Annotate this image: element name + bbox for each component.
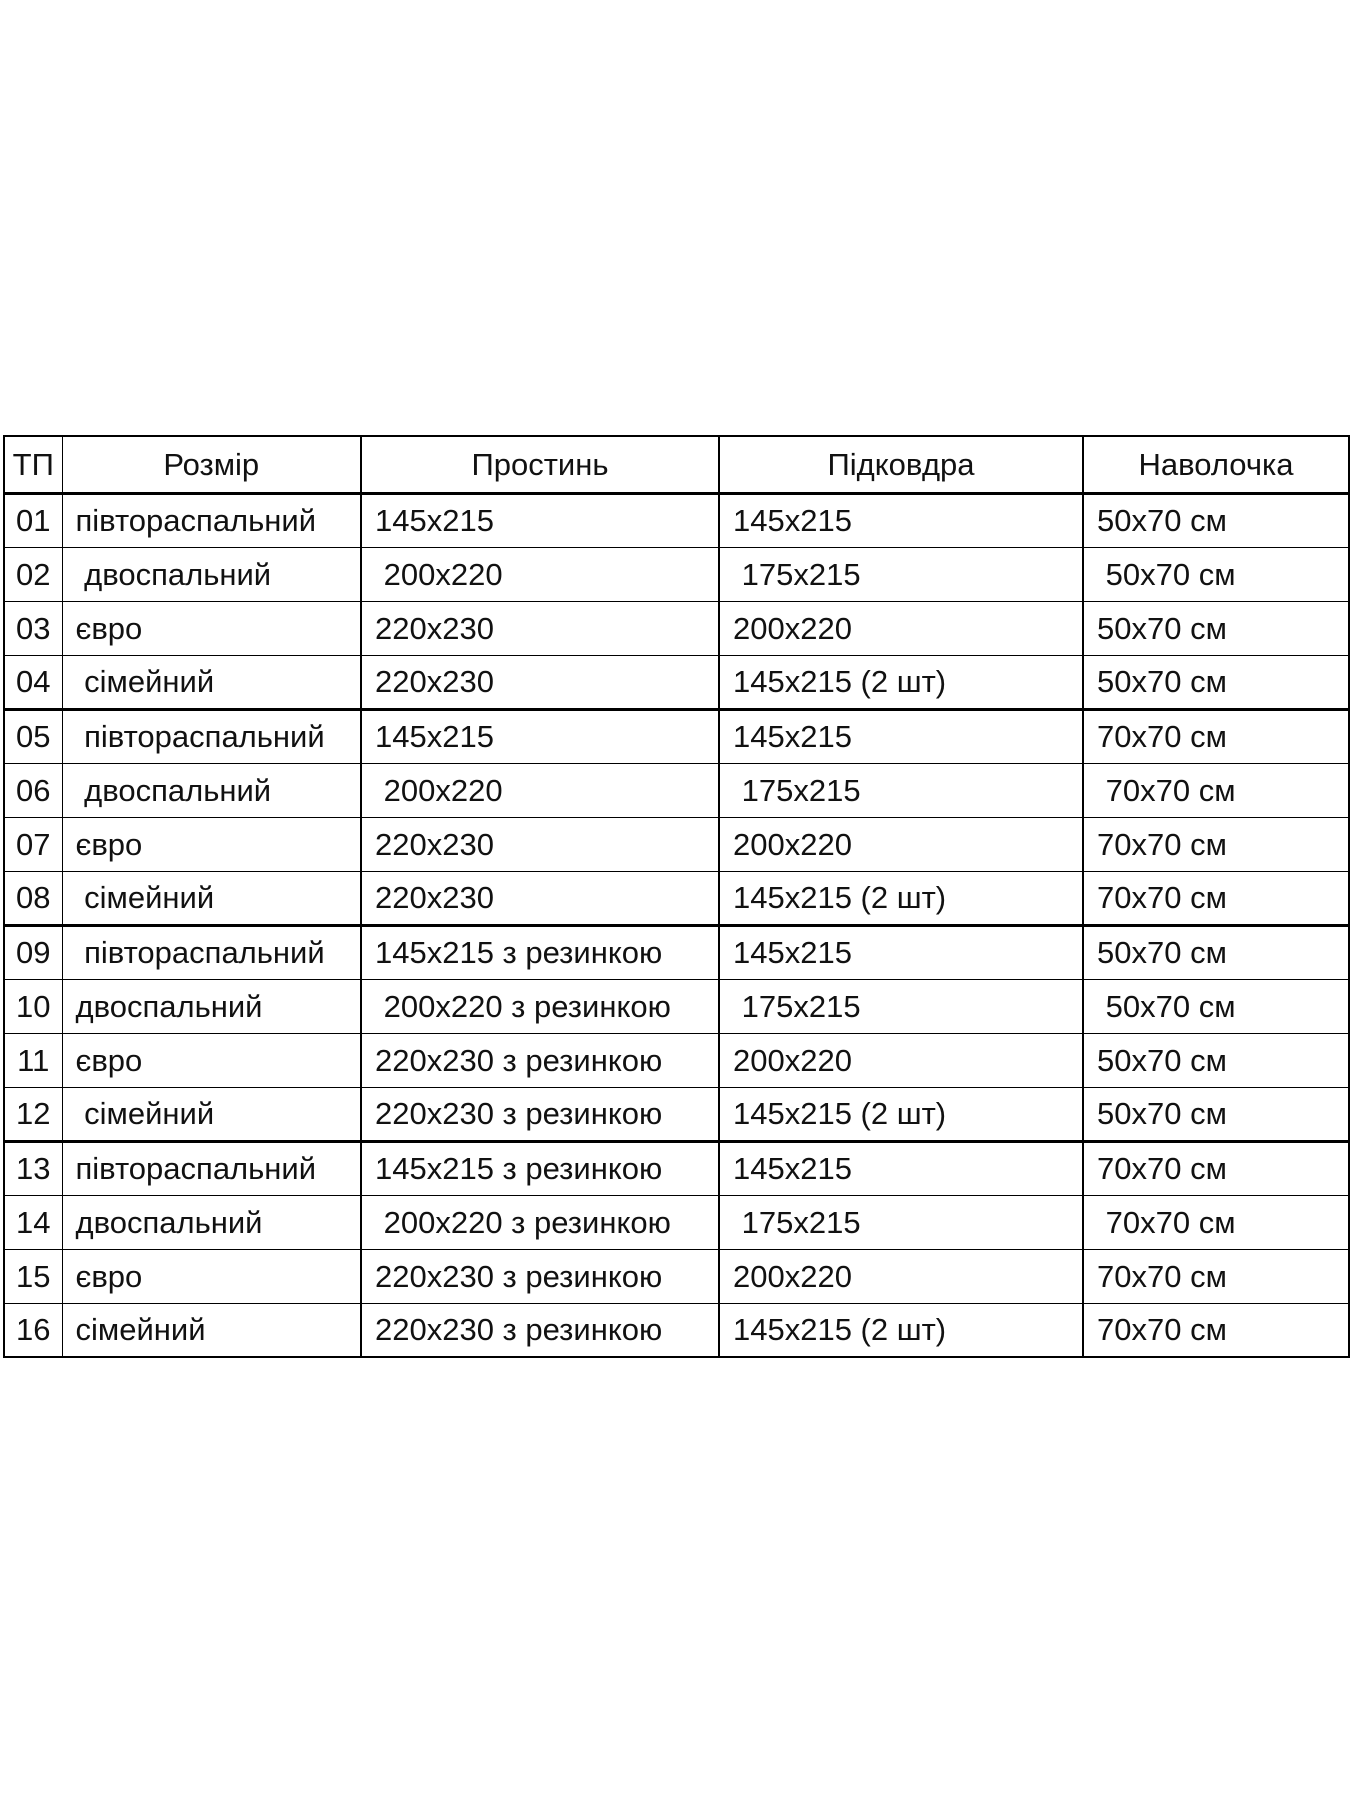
table-row (4, 1195, 1349, 1249)
table-row (4, 1033, 1349, 1087)
cell-tp: 11 (4, 1033, 62, 1087)
cell-sheet: 200x220 з резинкою (361, 979, 719, 1033)
cell-size: євро (62, 1249, 361, 1303)
table-row (4, 763, 1349, 817)
cell-pillow: 50x70 см (1083, 655, 1349, 709)
cell-size: сімейний (62, 1303, 361, 1357)
cell-duvet: 200x220 (719, 1249, 1083, 1303)
cell-duvet: 200x220 (719, 1033, 1083, 1087)
cell-pillow: 70x70 см (1083, 1195, 1349, 1249)
cell-tp: 01 (4, 493, 62, 547)
table-header (4, 436, 1349, 493)
cell-duvet: 145x215 (2 шт) (719, 871, 1083, 925)
cell-duvet: 145x215 (719, 709, 1083, 763)
cell-pillow: 50x70 см (1083, 925, 1349, 979)
cell-sheet: 220x230 (361, 601, 719, 655)
cell-pillow: 50x70 см (1083, 493, 1349, 547)
table-row (4, 547, 1349, 601)
cell-size: півтораспальний (62, 925, 361, 979)
cell-size: євро (62, 817, 361, 871)
header-cell-duvet: Підковдра (719, 436, 1083, 493)
cell-pillow: 50x70 см (1083, 979, 1349, 1033)
cell-sheet: 220x230 (361, 817, 719, 871)
table-row (4, 925, 1349, 979)
cell-sheet: 145x215 з резинкою (361, 925, 719, 979)
cell-tp: 16 (4, 1303, 62, 1357)
cell-tp: 12 (4, 1087, 62, 1141)
cell-size: сімейний (62, 655, 361, 709)
cell-duvet: 175x215 (719, 1195, 1083, 1249)
cell-tp: 05 (4, 709, 62, 763)
cell-size: сімейний (62, 1087, 361, 1141)
cell-pillow: 70x70 см (1083, 763, 1349, 817)
cell-pillow: 70x70 см (1083, 817, 1349, 871)
cell-pillow: 70x70 см (1083, 1303, 1349, 1357)
cell-pillow: 50x70 см (1083, 601, 1349, 655)
cell-sheet: 200x220 (361, 547, 719, 601)
cell-tp: 10 (4, 979, 62, 1033)
cell-duvet: 175x215 (719, 547, 1083, 601)
cell-size: півтораспальний (62, 709, 361, 763)
cell-duvet: 200x220 (719, 601, 1083, 655)
table-row (4, 817, 1349, 871)
cell-duvet: 145x215 (2 шт) (719, 1087, 1083, 1141)
cell-size: двоспальний (62, 979, 361, 1033)
cell-duvet: 175x215 (719, 763, 1083, 817)
cell-sheet: 200x220 (361, 763, 719, 817)
cell-sheet: 145x215 (361, 709, 719, 763)
cell-pillow: 50x70 см (1083, 1087, 1349, 1141)
cell-tp: 03 (4, 601, 62, 655)
cell-tp: 07 (4, 817, 62, 871)
table-row (4, 655, 1349, 709)
cell-size: двоспальний (62, 547, 361, 601)
cell-duvet: 145x215 (2 шт) (719, 655, 1083, 709)
table-body (4, 493, 1349, 1357)
cell-sheet: 220x230 (361, 871, 719, 925)
cell-duvet: 145x215 (719, 925, 1083, 979)
cell-pillow: 70x70 см (1083, 1141, 1349, 1195)
cell-size: півтораспальний (62, 493, 361, 547)
cell-duvet: 145x215 (2 шт) (719, 1303, 1083, 1357)
cell-sheet: 145x215 (361, 493, 719, 547)
table-row (4, 601, 1349, 655)
header-cell-size: Розмір (62, 436, 361, 493)
header-row (4, 436, 1349, 493)
header-cell-sheet: Простинь (361, 436, 719, 493)
cell-size: сімейний (62, 871, 361, 925)
cell-duvet: 175x215 (719, 979, 1083, 1033)
cell-size: півтораспальний (62, 1141, 361, 1195)
cell-size: двоспальний (62, 763, 361, 817)
table-row (4, 1303, 1349, 1357)
cell-sheet: 220x230 з резинкою (361, 1087, 719, 1141)
cell-sheet: 220x230 (361, 655, 719, 709)
cell-duvet: 145x215 (719, 1141, 1083, 1195)
cell-size: двоспальний (62, 1195, 361, 1249)
header-cell-pillow: Наволочка (1083, 436, 1349, 493)
cell-pillow: 50x70 см (1083, 1033, 1349, 1087)
bed-linen-size-table (3, 435, 1348, 1358)
cell-sheet: 145x215 з резинкою (361, 1141, 719, 1195)
table-row (4, 1141, 1349, 1195)
cell-tp: 15 (4, 1249, 62, 1303)
table-row (4, 1249, 1349, 1303)
table-row (4, 493, 1349, 547)
table-row (4, 979, 1349, 1033)
cell-sheet: 220x230 з резинкою (361, 1303, 719, 1357)
cell-tp: 02 (4, 547, 62, 601)
cell-tp: 14 (4, 1195, 62, 1249)
cell-size: євро (62, 601, 361, 655)
header-cell-tp: ТП (4, 436, 62, 493)
cell-pillow: 70x70 см (1083, 1249, 1349, 1303)
cell-sheet: 200x220 з резинкою (361, 1195, 719, 1249)
cell-duvet: 145x215 (719, 493, 1083, 547)
cell-duvet: 200x220 (719, 817, 1083, 871)
cell-sheet: 220x230 з резинкою (361, 1249, 719, 1303)
cell-sheet: 220x230 з резинкою (361, 1033, 719, 1087)
table-row (4, 1087, 1349, 1141)
cell-tp: 09 (4, 925, 62, 979)
cell-pillow: 70x70 см (1083, 871, 1349, 925)
cell-tp: 08 (4, 871, 62, 925)
cell-size: євро (62, 1033, 361, 1087)
size-table (3, 435, 1350, 1358)
cell-tp: 06 (4, 763, 62, 817)
cell-pillow: 50x70 см (1083, 547, 1349, 601)
cell-pillow: 70x70 см (1083, 709, 1349, 763)
table-row (4, 871, 1349, 925)
cell-tp: 13 (4, 1141, 62, 1195)
cell-tp: 04 (4, 655, 62, 709)
table-row (4, 709, 1349, 763)
